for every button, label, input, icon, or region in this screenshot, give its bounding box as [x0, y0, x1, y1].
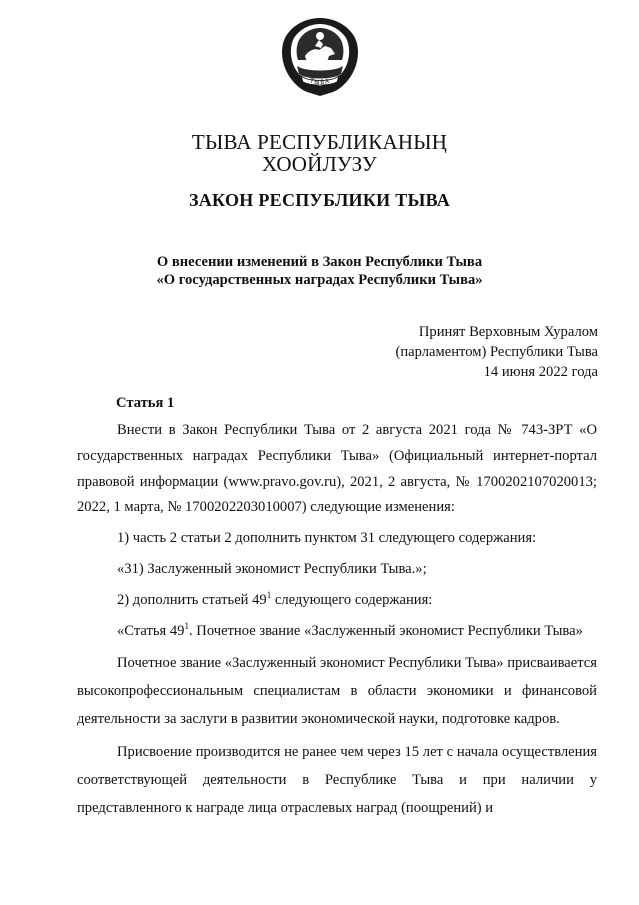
adoption-block [395, 322, 598, 382]
article-heading: Статья 1 [116, 395, 175, 411]
paragraph-award-description: Почетное звание «Заслуженный экономист Республики Тыва» присваивается высокопрофессиональным специалистам в области экономики и финансовой деятельности за заслуги в развитии экономической науки, подготовке кадров. [77, 655, 597, 728]
paragraph-item-2 [77, 588, 597, 614]
adopted-date: 14 июня 2022 года [483, 364, 598, 380]
paragraph-award-conditions: Присвоение производится не ранее чем через 15 лет с начала осуществления соответствующей деятельности в Республике Тыва и при наличии у представленного к награде лица отраслевых наград (поощрений) и [77, 744, 597, 817]
item-2-text-b: следующего содержания: [271, 591, 433, 608]
paragraph-new-point: «31) Заслуженный экономист Республики Тыва.»; [117, 560, 427, 577]
header-block [0, 131, 639, 175]
new-article-text-b: . Почетное звание «Заслуженный экономист Республики Тыва» [188, 622, 583, 639]
adopted-line-2: (парламентом) Республики Тыва [395, 344, 598, 360]
paragraph-amendment-intro: Внести в Закон Республики Тыва от 2 августа 2021 года № 743-ЗРТ «О государственных наградах Республики Тыва» (Официальный интернет-портал правовой информации (www.pravo.gov.ru), 2021, 2 августа, № 1700202107020013; 2022, 1 марта, № 1700202203010007) следующие изменения: [77, 422, 597, 516]
law-title: ЗАКОН РЕСПУБЛИКИ ТЫВА [188, 190, 451, 210]
header-line-2: ХООЙЛУЗУ [262, 152, 377, 176]
header-line-1: ТЫВА РЕСПУБЛИКАНЫҢ [191, 130, 448, 154]
subject-line-1: О внесении изменений в Закон Республики Тыва [156, 254, 483, 270]
paragraph-new-article-title [77, 619, 597, 645]
item-2-superscript: 1 [266, 589, 272, 600]
paragraph-item-1: 1) часть 2 статьи 2 дополнить пунктом 31 следующего содержания: [117, 530, 537, 547]
adopted-line-1: Принят Верховным Хуралом [418, 324, 598, 340]
law-subject [0, 253, 639, 289]
emblem-text: ТЫВА [309, 77, 331, 87]
new-article-text-a: «Статья 49 [117, 622, 185, 639]
tuva-coat-of-arms-emblem [279, 16, 361, 98]
item-2-text-a: 2) дополнить статьей 49 [117, 591, 267, 608]
article-body [77, 418, 597, 822]
subject-line-2: «О государственных наградах Республики Тыва» [156, 272, 483, 288]
new-article-superscript: 1 [184, 620, 189, 631]
